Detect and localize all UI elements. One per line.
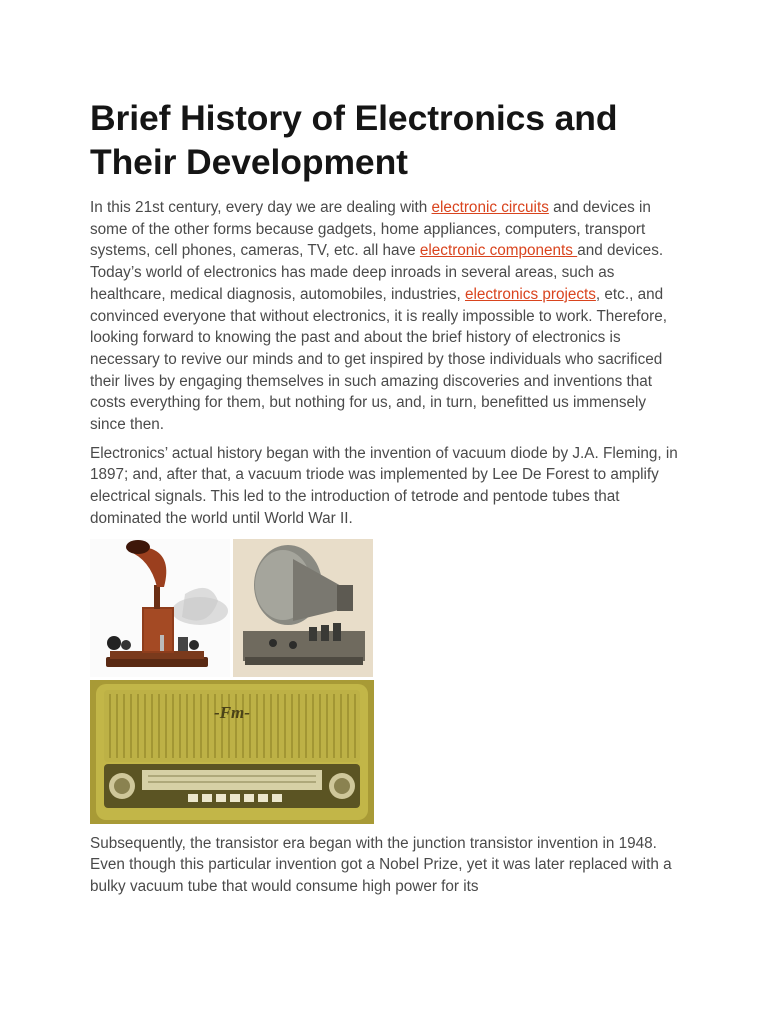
article-title <box>90 96 682 184</box>
intro-text-2: and devices in some of the other forms because gadgets, home appliances, computers, transport systems, cell phones, cameras, TV, etc. all have <box>90 199 651 260</box>
crt-tube-image <box>233 539 373 677</box>
transistor-paragraph: Subsequently, the transistor era began with the junction transistor invention in 1948. Even though this particular invention got a Nobel Prize, yet it was later replaced with a bulky vacuum tube that would consume high power for its <box>90 834 672 895</box>
electronic-components-link[interactable]: electronic components <box>419 242 578 260</box>
history-paragraph: Electronics’ actual history began with the invention of vacuum diode by J.A. Fleming, in 1897; and, after that, a vacuum triode was implemented by Lee De Forest to amplify electrical signals. This led to the introduction of tetrode and pentode tubes that dominated the world until World War II. <box>90 444 678 527</box>
intro-text-4: , etc., and convinced everyone that without electronics, it is really impossible to work. Therefore, looking forward to knowing the past and about the brief history of electronics is necessary to revive our minds and to get inspired by those individuals who sacrificed their lives by engaging themselves in such amazing discoveries and inventions that costs everything for them, but nothing for us, and, in turn, benefitted us immensely since then. <box>90 285 668 434</box>
electronics-projects-link[interactable]: electronics projects <box>464 285 596 303</box>
radio-brand-text: -Fm- <box>214 702 250 722</box>
phonograph-image <box>90 539 230 677</box>
vintage-radio-image <box>90 680 374 824</box>
title-line-1: Brief History of Electronics and <box>90 98 618 138</box>
intro-text-1: In this 21st century, every day we are dealing with <box>90 199 432 216</box>
title-line-2: Their Development <box>90 142 408 182</box>
intro-text-3: and devices. Today’s world of electronics has made deep inroads in several areas, such as healthcare, medical diagnosis, automobiles, industries, <box>90 242 664 303</box>
intro-paragraph <box>90 197 682 436</box>
article <box>90 96 682 898</box>
electronic-circuits-link[interactable]: electronic circuits <box>431 199 549 216</box>
vintage-electronics-figure <box>90 539 374 825</box>
